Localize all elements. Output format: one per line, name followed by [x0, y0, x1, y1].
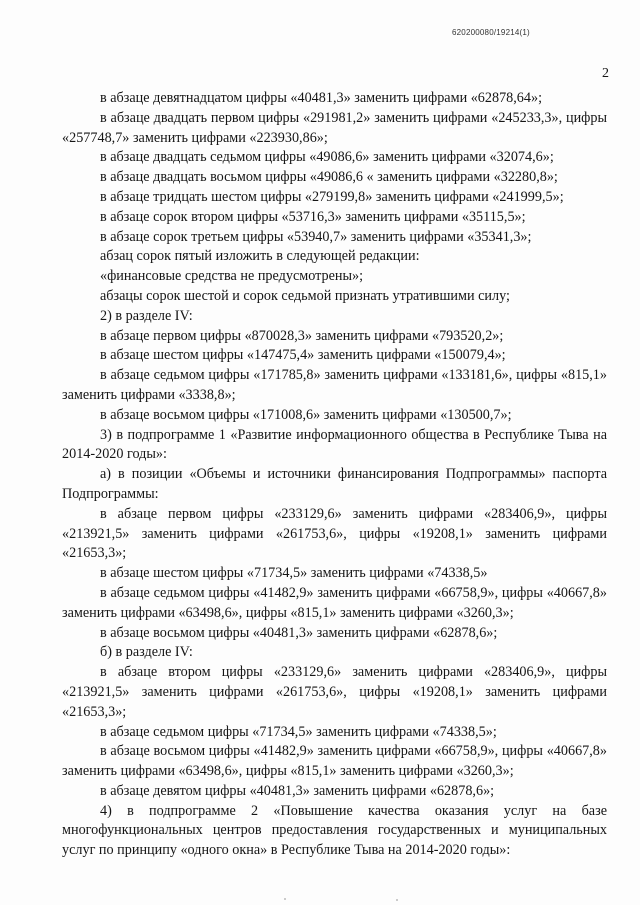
paragraph: 3) в подпрограмме 1 «Развитие информационного общества в Республике Тыва на 2014-2020 годы»: [62, 426, 607, 463]
paragraph: в абзаце первом цифры «870028,3» заменить цифрами «793520,2»; [100, 327, 504, 344]
scan-speck [284, 898, 286, 900]
paragraph: в абзаце восьмом цифры «171008,6» заменить цифрами «130500,7»; [100, 406, 512, 423]
paragraph: в абзаце сорок третьем цифры «53940,7» заменить цифрами «35341,3»; [100, 228, 532, 245]
paragraph: в абзаце сорок втором цифры «53716,3» заменить цифрами «35115,5»; [100, 208, 526, 225]
paragraph: абзац сорок пятый изложить в следующей редакции: [100, 248, 420, 265]
paragraph: в абзаце шестом цифры «71734,5» заменить цифрами «74338,5» [100, 565, 488, 582]
page-number: 2 [602, 66, 609, 81]
paragraph: в абзаце седьмом цифры «41482,9» заменить цифрами «66758,9», цифры «40667,8» заменить цифрами «63498,6», цифры «815,1» заменить цифрами «3260,3»; [62, 584, 607, 621]
paragraph: абзацы сорок шестой и сорок седьмой признать утратившими силу; [100, 287, 510, 304]
paragraph: в абзаце восьмом цифры «40481,3» заменить цифрами «62878,6»; [100, 624, 498, 641]
paragraph: в абзаце шестом цифры «147475,4» заменить цифрами «150079,4»; [100, 347, 506, 364]
paragraph: в абзаце седьмом цифры «171785,8» заменить цифрами «133181,6», цифры «815,1» заменить цифрами «3338,8»; [62, 367, 607, 403]
paragraph: в абзаце девятом цифры «40481,3» заменить цифрами «62878,6»; [100, 782, 495, 799]
scan-speck [396, 899, 398, 901]
paragraph: в абзаце седьмом цифры «71734,5» заменить цифрами «74338,5»; [100, 723, 497, 740]
document-code: 620200080/19214(1) [452, 28, 530, 37]
paragraph: 4) в подпрограмме 2 «Повышение качества оказания услуг на базе многофункциональных центров предоставления государственных и муниципальных услуг по принципу «одного окна» в Республике Тыва на 2014-2020 годы»: [62, 802, 607, 859]
paragraph: в абзаце двадцать седьмом цифры «49086,6» заменить цифрами «32074,6»; [100, 149, 554, 166]
paragraph: б) в разделе IV: [100, 644, 193, 661]
paragraph: в абзаце втором цифры «233129,6» заменить цифрами «283406,9», цифры «213921,5» заменить цифрами «261753,6», цифры «19208,1» заменить цифрами «21653,3»; [62, 664, 607, 720]
paragraph: в абзаце первом цифры «233129,6» заменить цифрами «283406,9», цифры «213921,5» заменить цифрами «261753,6», цифры «19208,1» заменить цифрами «21653,3»; [62, 505, 607, 562]
paragraph: в абзаце двадцать восьмом цифры «49086,6 « заменить цифрами «32280,8»; [100, 169, 558, 186]
paragraph: «финансовые средства не предусмотрены»; [100, 268, 364, 285]
paragraph: в абзаце двадцать первом цифры «291981,2» заменить цифрами «245233,3», цифры «257748,7» заменить цифрами «223930,86»; [62, 109, 607, 146]
paragraph: 2) в разделе IV: [100, 307, 193, 324]
paragraph: в абзаце тридцать шестом цифры «279199,8» заменить цифрами «241999,5»; [100, 188, 564, 205]
paragraph: в абзаце девятнадцатом цифры «40481,3» заменить цифрами «62878,64»; [100, 90, 543, 106]
paragraph: а) в позиции «Объемы и источники финансирования Подпрограммы» паспорта Подпрограммы: [62, 466, 607, 502]
document-body [62, 89, 607, 861]
paragraph: в абзаце восьмом цифры «41482,9» заменить цифрами «66758,9», цифры «40667,8» заменить цифрами «63498,6», цифры «815,1» заменить цифрами «3260,3»; [62, 743, 607, 780]
